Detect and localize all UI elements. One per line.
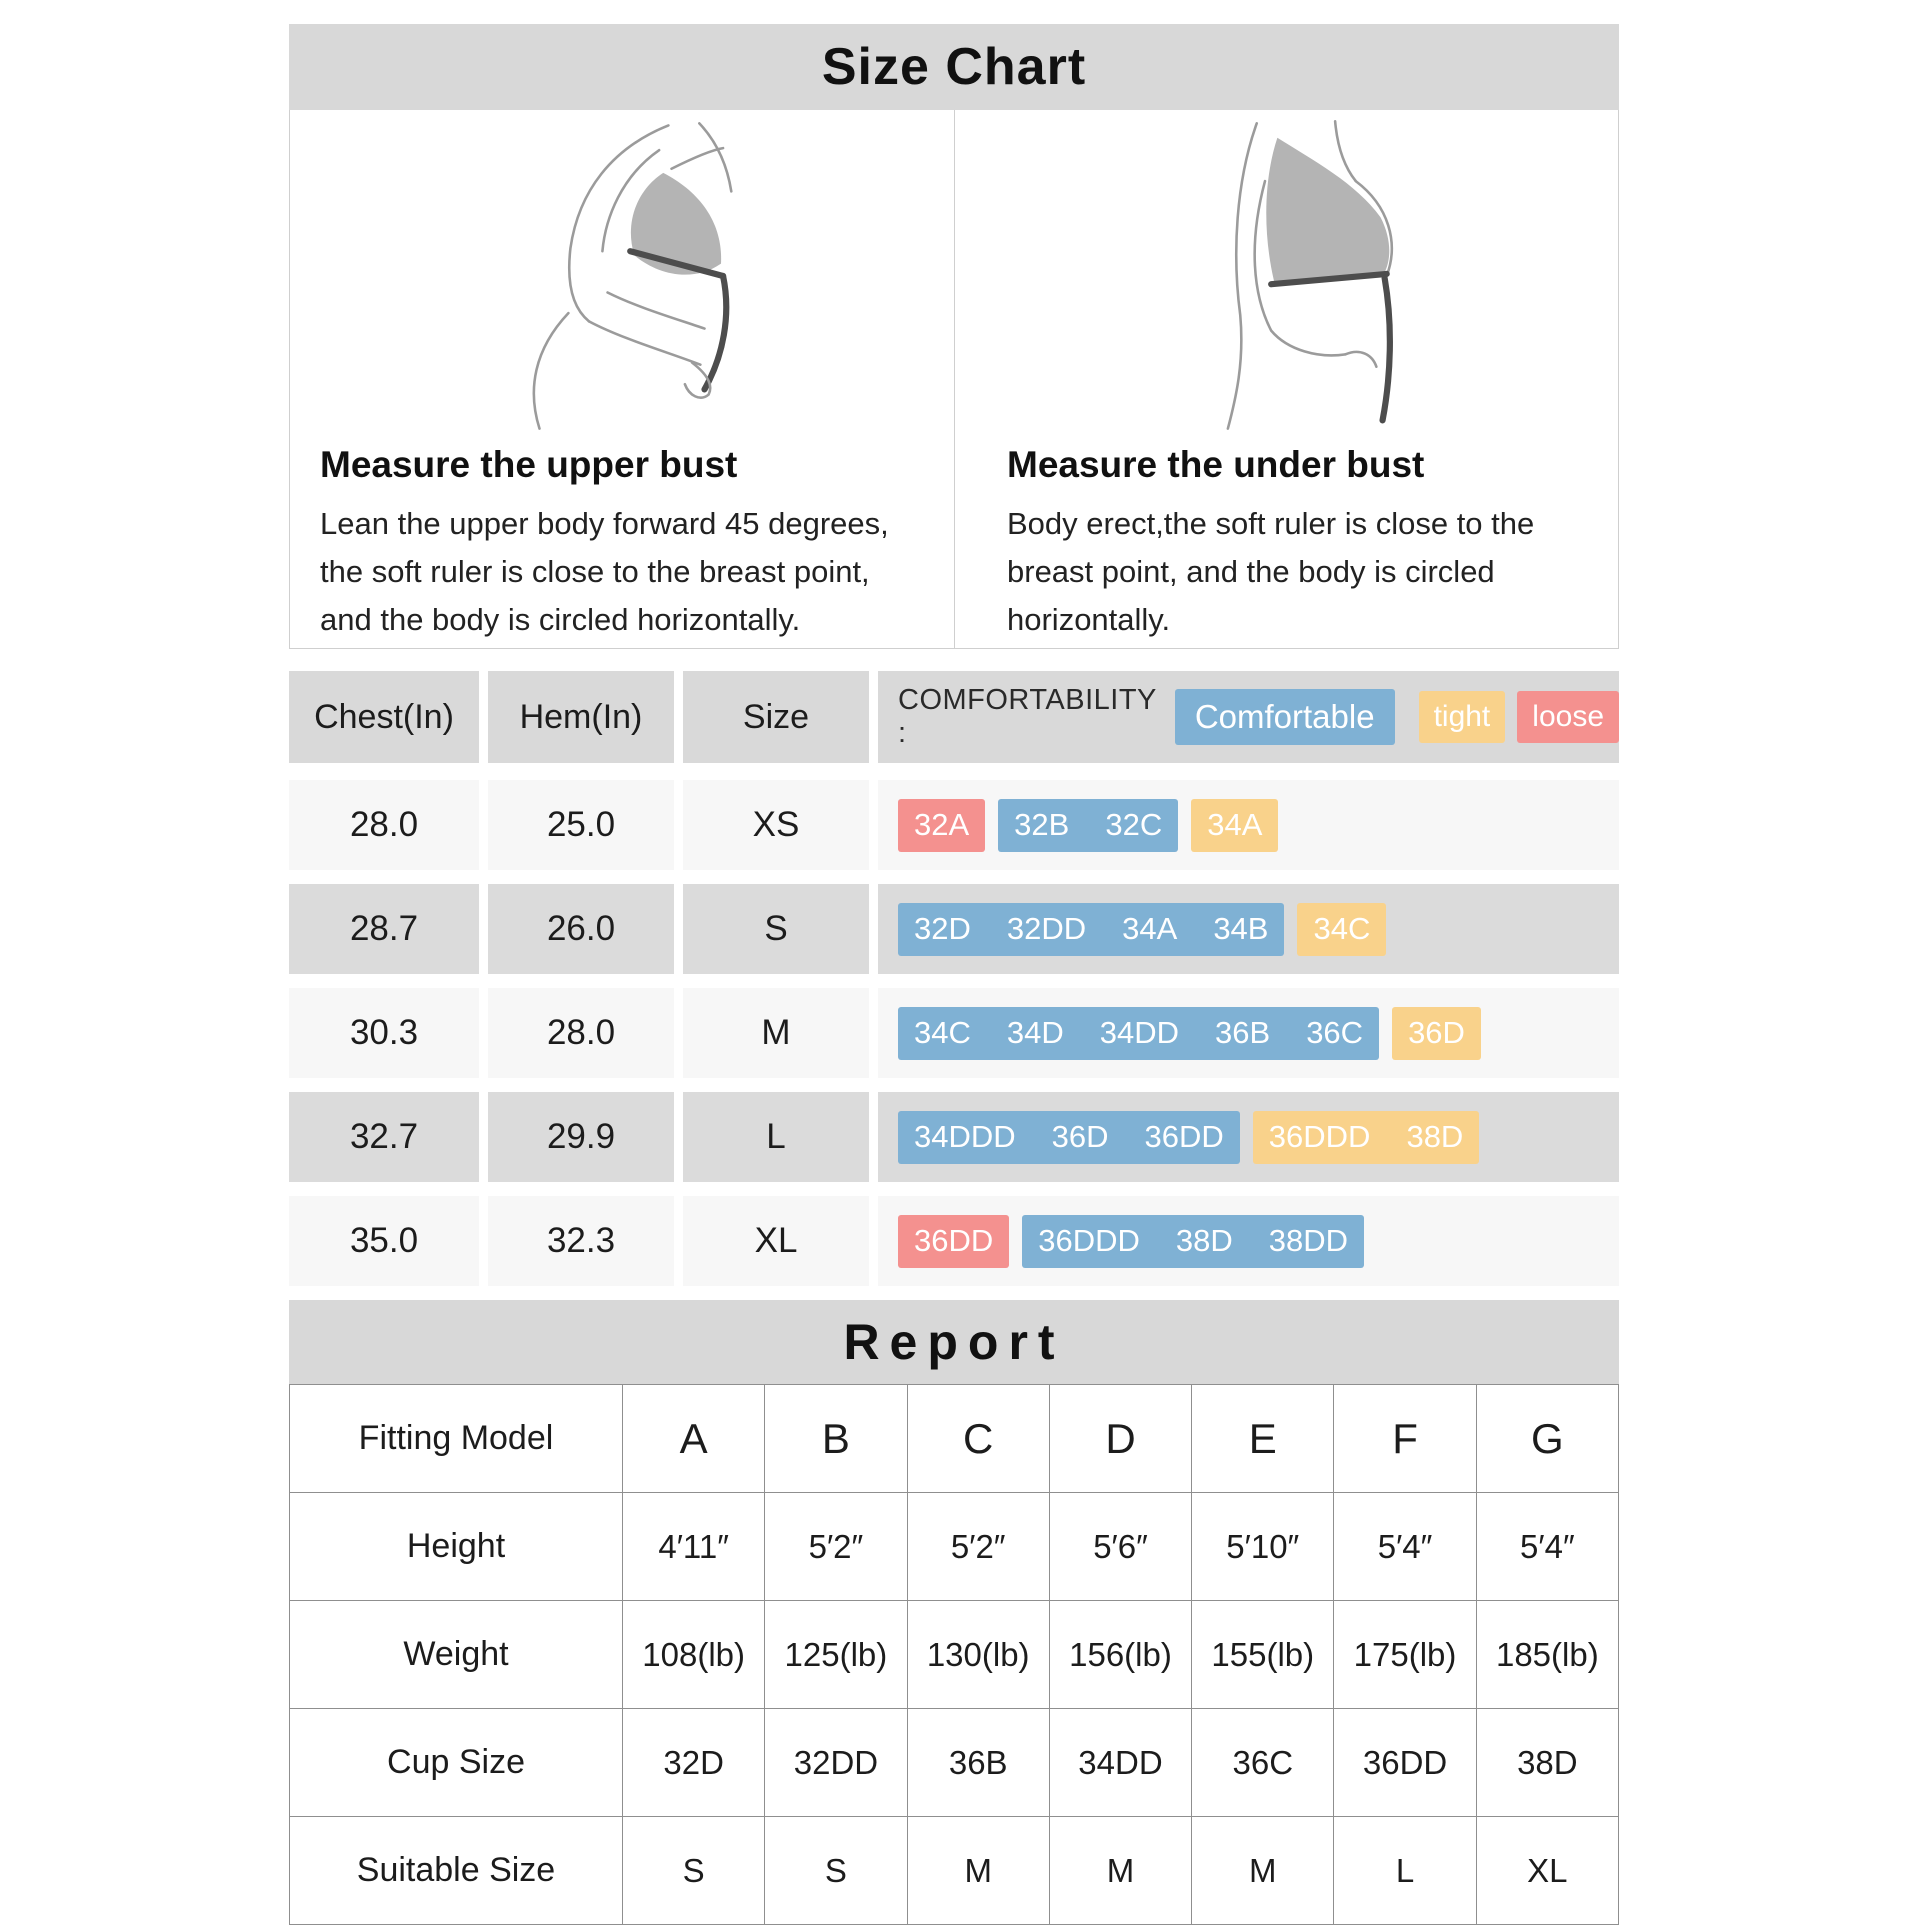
upper-bust-figure-icon bbox=[457, 119, 787, 435]
bra-size: 36B bbox=[1215, 1015, 1271, 1050]
hem-value: 29.9 bbox=[488, 1092, 674, 1182]
chest-value: 35.0 bbox=[289, 1196, 479, 1286]
report-row-label: Fitting Model bbox=[290, 1385, 623, 1493]
report-value: 156(lb) bbox=[1049, 1601, 1191, 1709]
bra-size: 32B bbox=[1014, 807, 1070, 842]
report-row-label: Height bbox=[290, 1493, 623, 1601]
report-value: B bbox=[765, 1385, 907, 1493]
bra-size-badge-loose bbox=[898, 799, 985, 852]
chest-value: 32.7 bbox=[289, 1092, 479, 1182]
report-value: 32DD bbox=[765, 1709, 907, 1817]
report-value: 108(lb) bbox=[623, 1601, 765, 1709]
comfortability-cell bbox=[878, 884, 1619, 974]
bra-size: 34A bbox=[1207, 807, 1263, 842]
upper-bust-heading: Measure the upper bust bbox=[320, 444, 738, 485]
under-bust-heading: Measure the under bust bbox=[1007, 444, 1425, 485]
bra-size: 36DD bbox=[914, 1223, 994, 1258]
report-row-suitable-size bbox=[290, 1817, 1619, 1925]
report-value: M bbox=[1192, 1817, 1334, 1925]
bra-size: 34A bbox=[1122, 911, 1178, 946]
bra-size: 36D bbox=[1051, 1119, 1109, 1154]
hem-value: 25.0 bbox=[488, 780, 674, 870]
size-row-XS bbox=[289, 780, 1619, 870]
report-value: 5′4″ bbox=[1476, 1493, 1618, 1601]
bra-size-badge-tight bbox=[1392, 1007, 1481, 1060]
report-value: S bbox=[623, 1817, 765, 1925]
bra-size-badge-comfortable bbox=[998, 799, 1178, 852]
chest-value: 30.3 bbox=[289, 988, 479, 1078]
bra-size-badge-tight bbox=[1191, 799, 1278, 852]
report-row-weight bbox=[290, 1601, 1619, 1709]
bra-size: 38D bbox=[1406, 1119, 1464, 1154]
bra-size-badge-tight bbox=[1297, 903, 1386, 956]
report-value: 185(lb) bbox=[1476, 1601, 1618, 1709]
size-row-XL bbox=[289, 1196, 1619, 1286]
chest-value: 28.7 bbox=[289, 884, 479, 974]
under-bust-illustration bbox=[1007, 116, 1588, 438]
size-chart-infographic bbox=[289, 24, 1619, 1925]
legend-tight-badge: tight bbox=[1419, 691, 1506, 743]
bra-size: 34B bbox=[1213, 911, 1269, 946]
bra-size-badge-comfortable bbox=[1022, 1215, 1364, 1268]
title-bar bbox=[289, 24, 1619, 110]
report-value: 175(lb) bbox=[1334, 1601, 1476, 1709]
bra-size: 32C bbox=[1105, 807, 1163, 842]
report-value: 36B bbox=[907, 1709, 1049, 1817]
size-value: M bbox=[683, 988, 869, 1078]
legend-loose-badge: loose bbox=[1517, 691, 1619, 743]
bra-size-badge-tight bbox=[1253, 1111, 1480, 1164]
report-value: 32D bbox=[623, 1709, 765, 1817]
bra-size: 36DD bbox=[1144, 1119, 1224, 1154]
comfortability-cell bbox=[878, 1196, 1619, 1286]
bra-size: 32DD bbox=[1006, 911, 1087, 946]
bra-size: 36D bbox=[1408, 1015, 1465, 1050]
size-value: XS bbox=[683, 780, 869, 870]
size-row-L bbox=[289, 1092, 1619, 1182]
hem-value: 26.0 bbox=[488, 884, 674, 974]
size-column-header: Size bbox=[683, 671, 869, 763]
bra-size: 38DD bbox=[1268, 1223, 1349, 1258]
report-value: 34DD bbox=[1049, 1709, 1191, 1817]
report-row-height bbox=[290, 1493, 1619, 1601]
hem-column-header: Hem(In) bbox=[488, 671, 674, 763]
bra-size: 36C bbox=[1306, 1015, 1364, 1050]
report-value: 130(lb) bbox=[907, 1601, 1049, 1709]
report-row-label: Weight bbox=[290, 1601, 623, 1709]
report-value: 4′11″ bbox=[623, 1493, 765, 1601]
report-value: 155(lb) bbox=[1192, 1601, 1334, 1709]
report-value: M bbox=[1049, 1817, 1191, 1925]
report-value: A bbox=[623, 1385, 765, 1493]
size-row-M bbox=[289, 988, 1619, 1078]
comfortability-cell bbox=[878, 1092, 1619, 1182]
report-value: 36C bbox=[1192, 1709, 1334, 1817]
comfortability-cell bbox=[878, 988, 1619, 1078]
report-value: 5′6″ bbox=[1049, 1493, 1191, 1601]
report-title-bar bbox=[289, 1300, 1619, 1384]
bra-size: 36DDD bbox=[1268, 1119, 1371, 1154]
bra-size-badge-loose bbox=[898, 1215, 1009, 1268]
report-value: M bbox=[907, 1817, 1049, 1925]
bra-size-badge-comfortable bbox=[898, 903, 1284, 956]
comfortability-label: COMFORTABILITY : bbox=[898, 684, 1157, 749]
size-row-S bbox=[289, 884, 1619, 974]
report-row-fitting-model bbox=[290, 1385, 1619, 1493]
legend-comfortable-badge: Comfortable bbox=[1175, 689, 1395, 745]
measure-panels bbox=[289, 110, 1619, 649]
report-row-label: Suitable Size bbox=[290, 1817, 623, 1925]
report-value: 5′2″ bbox=[765, 1493, 907, 1601]
upper-bust-illustration bbox=[320, 116, 924, 438]
bra-size: 32A bbox=[914, 807, 970, 842]
comfortability-cell bbox=[878, 780, 1619, 870]
bra-size-badge-comfortable bbox=[898, 1111, 1240, 1164]
bra-size: 34C bbox=[914, 1015, 971, 1050]
bra-size: 36DDD bbox=[1038, 1223, 1140, 1258]
bra-size: 34DDD bbox=[914, 1119, 1016, 1154]
report-value: 5′4″ bbox=[1334, 1493, 1476, 1601]
report-value: 125(lb) bbox=[765, 1601, 907, 1709]
report-value: XL bbox=[1476, 1817, 1618, 1925]
chest-column-header: Chest(In) bbox=[289, 671, 479, 763]
upper-bust-panel bbox=[290, 110, 954, 648]
hem-value: 28.0 bbox=[488, 988, 674, 1078]
bra-size: 38D bbox=[1175, 1223, 1233, 1258]
report-value: S bbox=[765, 1817, 907, 1925]
report-value: C bbox=[907, 1385, 1049, 1493]
size-table-header bbox=[289, 671, 1619, 763]
report-title: Report bbox=[843, 1314, 1065, 1370]
upper-bust-text: Lean the upper body forward 45 degrees, the soft ruler is close to the breast point, and the body is circled horizontally. bbox=[320, 506, 889, 637]
report-value: L bbox=[1334, 1817, 1476, 1925]
report-value: F bbox=[1334, 1385, 1476, 1493]
report-table bbox=[289, 1384, 1619, 1925]
size-value: L bbox=[683, 1092, 869, 1182]
size-table bbox=[289, 671, 1619, 1286]
report-value: D bbox=[1049, 1385, 1191, 1493]
bra-size-badge-comfortable bbox=[898, 1007, 1379, 1060]
report-value: G bbox=[1476, 1385, 1618, 1493]
hem-value: 32.3 bbox=[488, 1196, 674, 1286]
under-bust-figure-icon bbox=[1133, 119, 1463, 435]
bra-size: 34C bbox=[1313, 911, 1371, 946]
size-value: S bbox=[683, 884, 869, 974]
size-table-rows bbox=[289, 780, 1619, 1286]
report-value: 38D bbox=[1476, 1709, 1618, 1817]
report-value: 5′10″ bbox=[1192, 1493, 1334, 1601]
report-row-cup-size bbox=[290, 1709, 1619, 1817]
report-value: 5′2″ bbox=[907, 1493, 1049, 1601]
bra-size: 34DD bbox=[1099, 1015, 1180, 1050]
under-bust-panel bbox=[954, 110, 1618, 648]
size-value: XL bbox=[683, 1196, 869, 1286]
under-bust-text: Body erect,the soft ruler is close to the breast point, and the body is circled horizontally. bbox=[1007, 506, 1535, 637]
page-title: Size Chart bbox=[821, 38, 1087, 96]
report-value: 36DD bbox=[1334, 1709, 1476, 1817]
report-row-label: Cup Size bbox=[290, 1709, 623, 1817]
bra-size: 32D bbox=[914, 911, 971, 946]
bra-size: 34D bbox=[1006, 1015, 1064, 1050]
comfortability-header bbox=[878, 671, 1619, 763]
chest-value: 28.0 bbox=[289, 780, 479, 870]
report-value: E bbox=[1192, 1385, 1334, 1493]
